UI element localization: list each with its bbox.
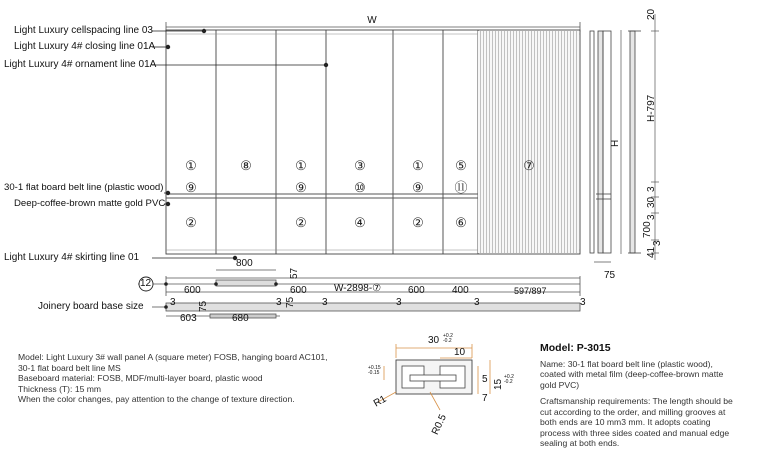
label-cellspacing: Light Luxury cellspacing line 03 (14, 25, 153, 36)
spec-craft-4: process with three sides coated and manual edge (540, 427, 730, 438)
note-line-1: Model: Light Luxury 3# wall panel A (square meter) FOSB, hanging board AC101, (18, 352, 328, 362)
profile-left-tol: +0.15 -0.15 (368, 365, 381, 376)
panel-belt-1: ⑨ (185, 180, 197, 195)
profile-d30-tol: +0.2 -0.2 (443, 333, 453, 344)
dim-r2-680: 680 (232, 313, 249, 324)
panel-belt-4: ⑨ (412, 180, 424, 195)
panel-upper-2: ⑧ (240, 158, 252, 173)
dim-700: 700 (642, 221, 653, 238)
dim-r2-3b: 3 (276, 297, 282, 308)
panel-lower-4: ② (412, 215, 424, 230)
spec-name-3: gold PVC) (540, 379, 580, 390)
profile-d15: 15 (493, 378, 504, 390)
profile-d10: 10 (454, 347, 466, 358)
dim-57: 57 (289, 267, 300, 279)
panel-upper-1: ① (185, 158, 197, 173)
dim-30: 30 (646, 196, 657, 208)
profile-d7: 7 (482, 393, 488, 404)
spec-notes (540, 343, 754, 449)
panel-lower-1: ② (185, 215, 197, 230)
label-ornament: Light Luxury 4# ornament line 01A (4, 59, 157, 70)
label-belt: 30-1 flat board belt line (plastic wood) (4, 182, 164, 193)
profile-r1: R1 (371, 393, 389, 410)
joinery-dot (164, 305, 168, 309)
label-pvc: Deep-coffee-brown matte gold PVC (14, 198, 166, 209)
dim-75-right: 75 (604, 270, 616, 281)
panel-7-striped (478, 31, 579, 253)
note-line-5: When the color changes, pay attention to the change of texture direction. (18, 394, 295, 404)
spec-name-1: Name: 30-1 flat board belt line (plastic wood), (540, 358, 713, 369)
dim-r2-603: 603 (180, 313, 197, 324)
dim-r1-600c: 600 (408, 285, 425, 296)
model-notes (18, 352, 358, 405)
spec-craft-3: both ends are 10 mm3 mm. It adopts coating (540, 417, 711, 427)
panel-upper-3: ① (295, 158, 307, 173)
dim-r1-597: 597/897 (514, 286, 547, 296)
spec-name-2: coated with metal film (deep-coffee-brown matte (540, 369, 724, 379)
spec-title: Model: P-3015 (540, 342, 611, 354)
section-side-2 (628, 31, 641, 253)
panel-belt-3: ⑩ (354, 180, 366, 195)
spec-craft-2: cut according to the order, and milling grooves at (540, 406, 726, 417)
dim-r2-3c: 3 (322, 297, 328, 308)
panel-upper-4: ③ (354, 158, 366, 173)
dim-r1-400: 400 (452, 285, 469, 296)
dim-r1-w2898: W-2898-⑦ (334, 283, 382, 294)
spec-craft-5: sealing at both ends. (540, 438, 620, 448)
label-joinery: Joinery board base size (38, 301, 144, 312)
spec-craft-1: Craftsmanship requirements: The length should be (540, 396, 733, 406)
dim-3b: 3 (646, 214, 657, 220)
profile-r05: R0.5 (430, 412, 449, 437)
section-side-1 (590, 31, 611, 253)
panel-lower-5: ⑥ (455, 215, 467, 230)
dim-41: 41 (646, 246, 657, 258)
dim-r2-75b: 75 (285, 296, 296, 308)
panel-upper-5: ① (412, 158, 424, 173)
panel-lower-3: ④ (354, 215, 366, 230)
note-line-3: Baseboard material: FOSB, MDF/multi-layer board, plastic wood (18, 373, 263, 383)
dim-3c: 3 (652, 240, 663, 246)
panel-lower-2: ② (295, 215, 307, 230)
dim-20: 20 (646, 8, 657, 20)
dim-r2-3e: 3 (474, 297, 480, 308)
dim-r2-3d: 3 (396, 297, 402, 308)
w-label: W (367, 15, 377, 26)
dim-h797: H-797 (646, 94, 657, 122)
panel-upper-7: ⑦ (523, 158, 535, 173)
dim-r2-3f: 3 (580, 297, 586, 308)
dim-r1-600a: 600 (184, 285, 201, 296)
dim-800: 800 (236, 258, 253, 269)
dim-3a: 3 (646, 186, 657, 192)
profile-d5: 5 (482, 374, 488, 385)
panel-belt-2: ⑨ (295, 180, 307, 195)
label-skirting: Light Luxury 4# skirting line 01 (4, 252, 140, 263)
label-closing: Light Luxury 4# closing line 01A (14, 41, 156, 52)
profile-d30: 30 (428, 335, 440, 346)
dim-r1-600b: 600 (290, 285, 307, 296)
dim-r2-3a: 3 (170, 297, 176, 308)
profile-d15-tol: +0.2 -0.2 (504, 374, 514, 385)
dim-h: H (610, 139, 621, 147)
dim-12: 12 (140, 278, 152, 289)
dim-r2-75a: 75 (198, 300, 209, 312)
panel-belt-5: ⑪ (454, 180, 468, 195)
panel-upper-6: ⑤ (455, 158, 467, 173)
note-line-2: 30-1 flat board belt line MS (18, 362, 121, 373)
note-line-4: Thickness (T): 15 mm (18, 383, 102, 394)
profile-section (378, 344, 490, 410)
